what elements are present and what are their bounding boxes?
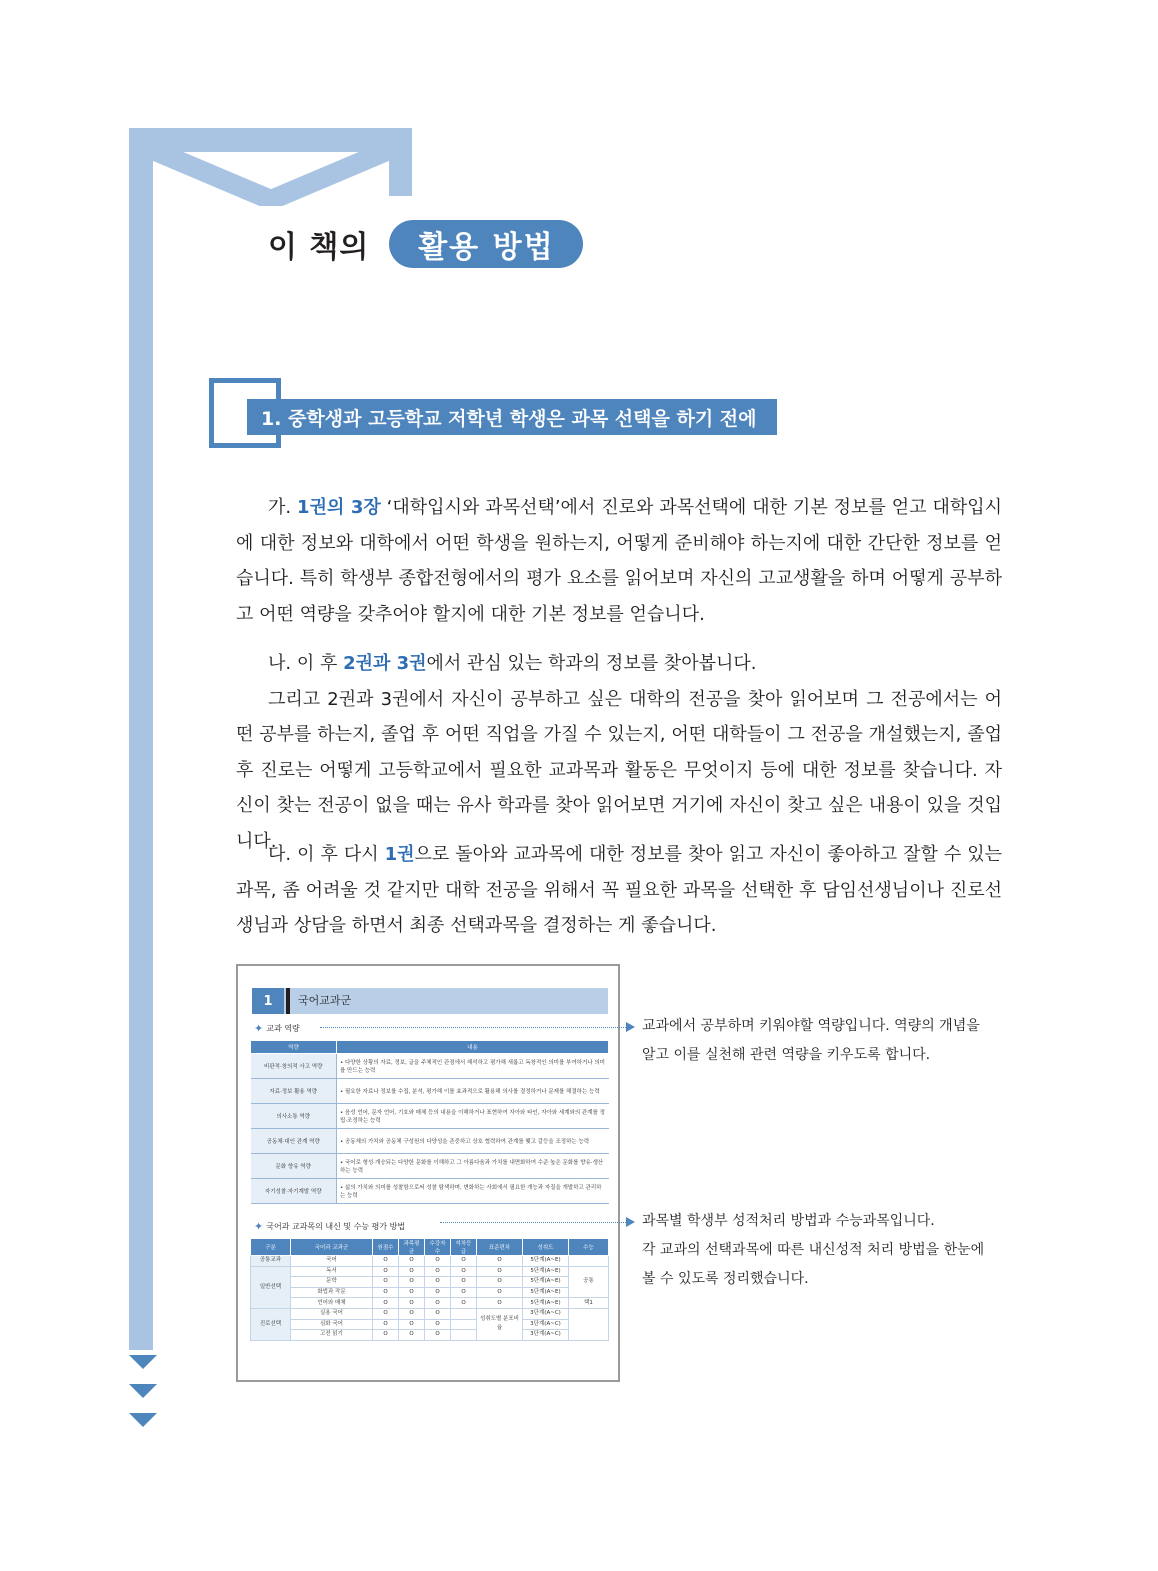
eval-col-header: 과목평균 (399, 1239, 425, 1256)
eval-mark: O (399, 1266, 425, 1277)
competency-name: 자료·정보 활용 역량 (251, 1079, 337, 1104)
eval-mark: O (373, 1256, 399, 1267)
eval-mark: O (399, 1256, 425, 1267)
eval-mark: O (373, 1277, 399, 1288)
competency-row (251, 1079, 609, 1104)
eval-level: 5단계(A~E) (523, 1298, 569, 1309)
eval-col-header: 수강자수 (425, 1239, 451, 1256)
eval-level: 5단계(A~E) (523, 1266, 569, 1277)
deco-triangle-1 (129, 1355, 157, 1369)
competency-col-header: 역량 (251, 1041, 337, 1054)
callout-connector-1 (320, 1027, 626, 1028)
sample-header-title: 국어교과군 (298, 994, 352, 1007)
eval-subject: 실용 국어 (291, 1308, 373, 1319)
eval-subject: 문학 (291, 1277, 373, 1288)
eval-level: 3단계(A~C) (523, 1319, 569, 1330)
eval-mark: O (373, 1266, 399, 1277)
eval-mark: O (373, 1298, 399, 1309)
eval-level: 3단계(A~C) (523, 1308, 569, 1319)
note1-line-2: 알고 이를 실천해 관련 역량을 키우도록 합니다. (642, 1047, 931, 1063)
competency-table (250, 1040, 609, 1204)
eval-mark: O (425, 1298, 451, 1309)
eval-subject: 언어와 매체 (291, 1298, 373, 1309)
competency-desc: • 국어로 형성·개승되는 다양한 문화를 이해하고 그 아름다움과 가치를 내면화하여 수준 높은 문화를 향유·생산하는 능력 (337, 1154, 609, 1179)
eval-subject: 화법과 작문 (291, 1287, 373, 1298)
sample-sub-heading-2 (254, 1220, 405, 1233)
callout-connector-2 (440, 1222, 626, 1223)
eval-level: 5단계(A~E) (523, 1277, 569, 1288)
eval-level: 5단계(A~E) (523, 1256, 569, 1267)
title-pill: 활용 방법 (389, 220, 583, 268)
competency-row (251, 1104, 609, 1129)
eval-mark: O (425, 1256, 451, 1267)
eval-mark: O (477, 1277, 523, 1288)
highlight-volume1: 1권 (384, 844, 415, 865)
eval-mark: O (451, 1298, 477, 1309)
eval-row (251, 1266, 609, 1277)
sample-header (252, 988, 608, 1014)
competency-row (251, 1154, 609, 1179)
evaluation-table (250, 1238, 609, 1341)
eval-col-header: 원점수 (373, 1239, 399, 1256)
sample-sub1-text: 교과 역량 (266, 1024, 300, 1033)
eval-row (251, 1319, 609, 1330)
eval-mark: O (399, 1330, 425, 1341)
competency-desc: • 음성 언어, 문자 언어, 기호와 매체 등의 내용을 이해하거나 표현하여 자아와 타인, 자아와 세계와의 관계를 정립·조정하는 능력 (337, 1104, 609, 1129)
eval-mark: O (425, 1319, 451, 1330)
eval-row (251, 1277, 609, 1288)
eval-mark: O (373, 1319, 399, 1330)
competency-name: 의사소통 역량 (251, 1104, 337, 1129)
star-bullet-icon: ✦ (254, 1220, 264, 1233)
competency-row (251, 1179, 609, 1204)
eval-mark: O (477, 1256, 523, 1267)
callout-note-2 (642, 1207, 984, 1294)
callout-note-1 (642, 1012, 980, 1070)
eval-row (251, 1256, 609, 1267)
eval-mark (451, 1330, 477, 1341)
star-bullet-icon: ✦ (254, 1022, 264, 1035)
eval-category: 진로선택 (251, 1308, 291, 1340)
paragraph-na-lead: 나. 이 후 (268, 653, 344, 674)
paragraph-ga-lead: 가. (268, 497, 298, 518)
eval-mark (451, 1308, 477, 1319)
paragraph-ga (236, 490, 1002, 632)
eval-mark: O (451, 1256, 477, 1267)
eval-mark: O (373, 1287, 399, 1298)
eval-mark: O (477, 1266, 523, 1277)
competency-name: 공동체·대인 관계 역량 (251, 1129, 337, 1154)
eval-mark: O (425, 1266, 451, 1277)
eval-mark (451, 1319, 477, 1330)
paragraph-da-body: 으로 돌아와 교과목에 대한 정보를 찾아 읽고 자신이 좋아하고 잘할 수 있는 과목, 좀 어려울 것 같지만 대학 전공을 위해서 꼭 필요한 과목을 선택한 후 담임선생님이나 진로선생님과 상담을 하면서 최종 선택과목을 결정하는 게 좋습니다. (236, 844, 1002, 936)
eval-mark: O (425, 1277, 451, 1288)
deco-triangle-3 (129, 1413, 157, 1427)
paragraph-da-lead: 다. 이 후 다시 (268, 844, 385, 865)
eval-row (251, 1298, 609, 1309)
page-title (268, 220, 583, 268)
eval-mark: O (399, 1319, 425, 1330)
eval-mark: O (425, 1308, 451, 1319)
competency-name: 비판적·창의적 사고 역량 (251, 1054, 337, 1079)
eval-mark: O (451, 1266, 477, 1277)
eval-mark: O (477, 1298, 523, 1309)
eval-col-header: 수능 (569, 1239, 609, 1256)
eval-distribution: 성취도별 분포비율 (477, 1308, 523, 1340)
page-deco-left-bar (129, 128, 153, 1350)
paragraph-na-second: 그리고 2권과 3권에서 자신이 공부하고 싶은 대학의 전공을 찾아 읽어보며 그 전공에서는 어떤 공부를 하는지, 졸업 후 어떤 직업을 가질 수 있는지, 어떤 대학들이 그 전공을 개설했는지, 졸업 후 진로는 어떻게 고등학교에서 필요한 교과목과 활동은 무엇이지 등에 대한 정보를 찾습니다. 자신이 찾는 전공이 없을 때는 유사 학과를 찾아 읽어보면 거기에 자신이 찾고 싶은 내용이 있을 것입니다. (236, 688, 1002, 852)
eval-mark: O (399, 1287, 425, 1298)
page-deco-notch (153, 150, 389, 206)
eval-row (251, 1330, 609, 1341)
paragraph-na-body: 에서 관심 있는 학과의 정보를 찾아봅니다. (426, 653, 757, 674)
eval-mark: O (451, 1287, 477, 1298)
eval-category: 일반선택 (251, 1266, 291, 1308)
note2-line-1: 과목별 학생부 성적처리 방법과 수능과목입니다. (642, 1213, 935, 1229)
highlight-volume1-ch3: 1권의 3장 (297, 497, 381, 518)
eval-suneung (569, 1308, 609, 1340)
eval-level: 5단계(A~E) (523, 1287, 569, 1298)
content-col-header: 내용 (337, 1041, 609, 1054)
highlight-volume2-3: 2권과 3권 (343, 653, 427, 674)
callout-arrow-2 (626, 1217, 635, 1227)
eval-suneung: 택1 (569, 1298, 609, 1309)
eval-suneung (569, 1256, 609, 1267)
eval-mark: O (373, 1308, 399, 1319)
callout-arrow-1 (626, 1022, 635, 1032)
eval-col-header: 국어과 교과군 (291, 1239, 373, 1256)
eval-mark: O (399, 1298, 425, 1309)
note1-line-1: 교과에서 공부하며 키워야할 역량입니다. 역량의 개념을 (642, 1018, 980, 1034)
competency-row (251, 1054, 609, 1079)
eval-mark: O (373, 1330, 399, 1341)
section-heading: 1. 중학생과 고등학교 저학년 학생은 과목 선택을 하기 전에 (247, 399, 777, 435)
eval-subject: 심화 국어 (291, 1319, 373, 1330)
eval-col-header: 성취도 (523, 1239, 569, 1256)
paragraph-na (236, 646, 1002, 859)
competency-row (251, 1129, 609, 1154)
eval-row (251, 1287, 609, 1298)
sample-sub2-text: 국어과 교과목의 내신 및 수능 평가 방법 (266, 1222, 406, 1231)
page-deco-top-bar (129, 128, 412, 152)
eval-level: 3단계(A~C) (523, 1330, 569, 1341)
sample-number: 1 (252, 988, 284, 1014)
eval-row (251, 1308, 609, 1319)
eval-mark: O (425, 1330, 451, 1341)
eval-mark: O (451, 1277, 477, 1288)
note2-line-2: 각 교과의 선택과목에 따른 내신성적 처리 방법을 한눈에 (642, 1242, 985, 1258)
eval-subject: 국어 (291, 1256, 373, 1267)
page-deco-right-stub (389, 128, 412, 196)
competency-desc: • 공동체의 가치와 공동체 구성원의 다양성을 존중하고 상호 협력하여 관계를 맺고 갈등을 조정하는 능력 (337, 1129, 609, 1154)
competency-name: 자기성찰·자기계발 역량 (251, 1179, 337, 1204)
eval-subject: 독서 (291, 1266, 373, 1277)
sample-sub-heading-1 (254, 1022, 300, 1035)
eval-col-header: 석차등급 (451, 1239, 477, 1256)
competency-desc: • 다양한 상황의 자료, 정보, 글을 주체적인 관점에서 해석하고 평가해 새롭고 독창적인 의미를 부여하거나 의미를 만드는 능력 (337, 1054, 609, 1079)
eval-category: 공통교과 (251, 1256, 291, 1267)
eval-mark: O (477, 1287, 523, 1298)
paragraph-ga-body: ‘대학입시와 과목선택’에서 진로와 과목선택에 대한 기본 정보를 얻고 대학입시에 대한 정보와 대학에서 어떤 학생을 원하는지, 어떻게 준비해야 하는지에 대한 간단한 정보를 얻습니다. 특히 학생부 종합전형에서의 평가 요소를 읽어보며 자신의 고교생활을 하며 어떻게 공부하고 어떤 역량을 갖추어야 할지에 대한 기본 정보를 얻습니다. (236, 497, 1002, 625)
eval-col-header: 구분 (251, 1239, 291, 1256)
competency-name: 문화 향유 역량 (251, 1154, 337, 1179)
title-plain-text: 이 책의 (268, 230, 370, 265)
paragraph-da (236, 837, 1002, 944)
eval-mark: O (399, 1308, 425, 1319)
eval-mark: O (425, 1287, 451, 1298)
competency-desc: • 삶의 가치와 의미를 성찰함으로써 성찰 탐색하며, 변화하는 사회에서 필요한 개능과 자질을 개발하고 관리하는 능력 (337, 1179, 609, 1204)
eval-suneung: 공통 (569, 1266, 609, 1298)
eval-col-header: 표준편차 (477, 1239, 523, 1256)
eval-mark: O (399, 1277, 425, 1288)
eval-subject: 고전 읽기 (291, 1330, 373, 1341)
note2-line-3: 볼 수 있도록 정리했습니다. (642, 1271, 809, 1287)
deco-triangle-2 (129, 1384, 157, 1398)
competency-desc: • 필요한 자료나 정보를 수집, 분석, 평가해 이를 효과적으로 활용해 의사를 결정하거나 문제를 해결하는 능력 (337, 1079, 609, 1104)
sample-number-divider (286, 988, 290, 1014)
